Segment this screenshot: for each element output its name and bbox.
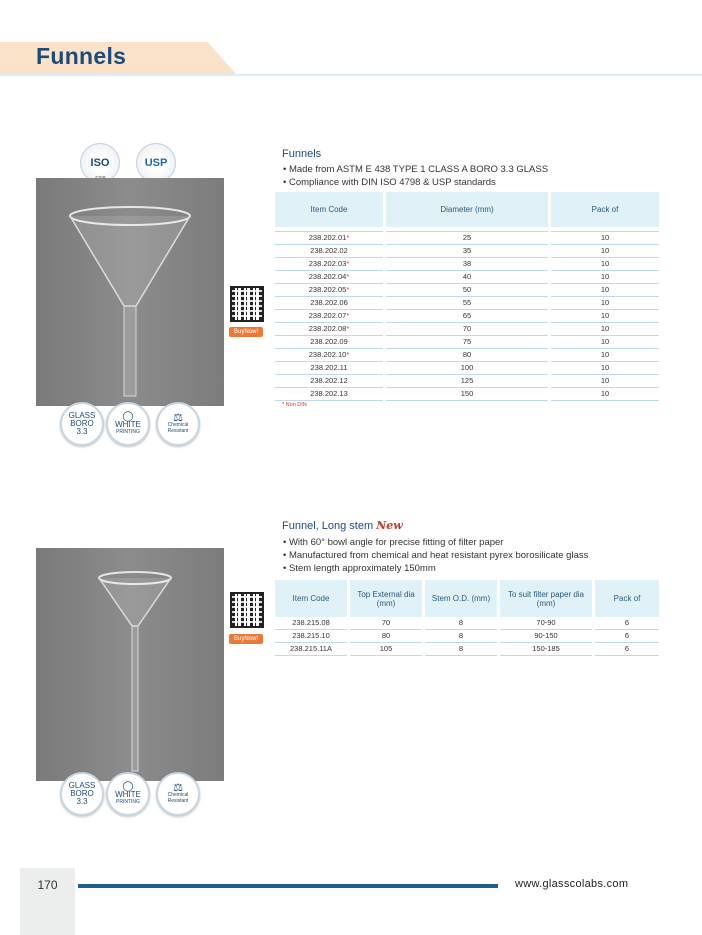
- item-code-cell: 238.202.01*: [274, 232, 385, 245]
- diameter-cell: 80: [385, 349, 550, 362]
- diameter-cell: 150: [385, 388, 550, 401]
- item-code-cell: 238.202.03*: [274, 258, 385, 271]
- page-title: Funnels: [36, 43, 127, 69]
- item-code-cell: 238.202.05*: [274, 284, 385, 297]
- pack-cell: 10: [550, 349, 661, 362]
- long-stem-spec-table: [272, 580, 662, 656]
- top-dia-cell: 80: [349, 630, 424, 643]
- stem-od-cell: 8: [424, 643, 499, 656]
- diameter-cell: 70: [385, 323, 550, 336]
- bullet-item: • Made from ASTM E 438 TYPE 1 CLASS A BORO 3.3 GLASS: [283, 163, 548, 176]
- glass-boro-feature-icon: GLASS BORO 3.3: [60, 772, 104, 816]
- table-row: [274, 362, 661, 375]
- item-code-cell: 238.215.10: [274, 630, 349, 643]
- item-code-cell: 238.202.11: [274, 362, 385, 375]
- item-code-cell: 238.202.08*: [274, 323, 385, 336]
- header-rule: [0, 74, 702, 76]
- white-printing-feature-icon: ◯ WHITE PRINTING: [106, 402, 150, 446]
- item-code-cell: 238.202.09: [274, 336, 385, 349]
- glass-boro-feature-icon: GLASS BORO 3.3: [60, 402, 104, 446]
- col-header-item-code: Item Code: [274, 192, 385, 227]
- col-header-diameter: Diameter (mm): [385, 192, 550, 227]
- item-code-cell: 238.202.07*: [274, 310, 385, 323]
- pack-cell: 10: [550, 323, 661, 336]
- col-header-pack: Pack of: [594, 580, 661, 617]
- item-code-cell: 238.202.12: [274, 375, 385, 388]
- chemical-resistant-feature-icon: ⚖ Chemical Resistant: [156, 772, 200, 816]
- col-header-filter-paper: To suit filter paper dia (mm): [499, 580, 594, 617]
- diameter-cell: 55: [385, 297, 550, 310]
- pack-cell: 10: [550, 284, 661, 297]
- pack-cell: 10: [550, 388, 661, 401]
- table-row: [274, 630, 661, 643]
- table-row: [274, 271, 661, 284]
- footer-website-link[interactable]: www.glasscolabs.com: [515, 878, 629, 890]
- pack-cell: 10: [550, 362, 661, 375]
- iso-badge-icon: ISO: [80, 143, 120, 183]
- item-code-cell: 238.215.11A: [274, 643, 349, 656]
- bullet-item: • Manufactured from chemical and heat resistant pyrex borosilicate glass: [283, 549, 588, 562]
- item-code-cell: 238.215.08: [274, 617, 349, 630]
- diameter-cell: 75: [385, 336, 550, 349]
- table-row: [274, 617, 661, 630]
- diameter-cell: 65: [385, 310, 550, 323]
- item-code-cell: 238.202.02: [274, 245, 385, 258]
- top-dia-cell: 105: [349, 643, 424, 656]
- diameter-cell: 38: [385, 258, 550, 271]
- table-row: [274, 258, 661, 271]
- diameter-cell: 35: [385, 245, 550, 258]
- stem-od-cell: 8: [424, 617, 499, 630]
- pack-cell: 10: [550, 375, 661, 388]
- funnel-illustration: [36, 178, 224, 406]
- bullet-item: • Stem length approximately 150mm: [283, 562, 588, 575]
- pack-cell: 6: [594, 617, 661, 630]
- pack-cell: 10: [550, 232, 661, 245]
- diameter-cell: 125: [385, 375, 550, 388]
- pack-cell: 10: [550, 336, 661, 349]
- qr-code-icon[interactable]: [230, 592, 264, 628]
- page-number: 170: [37, 878, 58, 892]
- funnel-product-photo: [36, 178, 224, 406]
- buy-now-button[interactable]: BuyNow!: [229, 327, 263, 337]
- section-title-long-stem: Funnel, Long stem New: [282, 519, 403, 532]
- section-title-funnels: Funnels: [282, 148, 322, 160]
- non-din-note: * Non DIN: [282, 402, 307, 408]
- stem-od-cell: 8: [424, 630, 499, 643]
- table-row: [274, 232, 661, 245]
- filter-paper-cell: 90-150: [499, 630, 594, 643]
- col-header-top-dia: Top External dia (mm): [349, 580, 424, 617]
- bullet-item: • Compliance with DIN ISO 4798 & USP standards: [283, 176, 548, 189]
- diameter-cell: 40: [385, 271, 550, 284]
- table-row: [274, 375, 661, 388]
- usp-badge-icon: USP: [136, 143, 176, 183]
- pack-cell: 10: [550, 258, 661, 271]
- item-code-cell: 238.202.13: [274, 388, 385, 401]
- spec-bullets: [283, 163, 548, 189]
- bullet-item: • With 60° bowl angle for precise fitting of filter paper: [283, 536, 588, 549]
- pack-cell: 10: [550, 271, 661, 284]
- qr-code-icon[interactable]: [230, 286, 264, 322]
- col-header-pack: Pack of: [550, 192, 661, 227]
- table-row: [274, 643, 661, 656]
- buy-now-button[interactable]: BuyNow!: [229, 634, 263, 644]
- footer-rule: [78, 884, 498, 888]
- table-row: [274, 336, 661, 349]
- item-code-cell: 238.202.10*: [274, 349, 385, 362]
- item-code-cell: 238.202.06: [274, 297, 385, 310]
- diameter-cell: 50: [385, 284, 550, 297]
- spec-bullets: [283, 536, 588, 575]
- long-stem-funnel-illustration: [36, 548, 224, 781]
- col-header-item-code: Item Code: [274, 580, 349, 617]
- filter-paper-cell: 150-185: [499, 643, 594, 656]
- filter-paper-cell: 70-90: [499, 617, 594, 630]
- long-stem-funnel-photo: [36, 548, 224, 781]
- table-row: [274, 388, 661, 401]
- table-row: [274, 284, 661, 297]
- table-row: [274, 245, 661, 258]
- pack-cell: 10: [550, 245, 661, 258]
- pack-cell: 6: [594, 643, 661, 656]
- pack-cell: 6: [594, 630, 661, 643]
- new-badge: New: [376, 519, 403, 532]
- table-row: [274, 349, 661, 362]
- chemical-resistant-feature-icon: ⚖ Chemical Resistant: [156, 402, 200, 446]
- white-printing-feature-icon: ◯ WHITE PRINTING: [106, 772, 150, 816]
- diameter-cell: 25: [385, 232, 550, 245]
- funnels-spec-table: [272, 192, 662, 401]
- table-row: [274, 310, 661, 323]
- table-row: [274, 323, 661, 336]
- col-header-stem-od: Stem O.D. (mm): [424, 580, 499, 617]
- pack-cell: 10: [550, 297, 661, 310]
- diameter-cell: 100: [385, 362, 550, 375]
- pack-cell: 10: [550, 310, 661, 323]
- top-dia-cell: 70: [349, 617, 424, 630]
- item-code-cell: 238.202.04*: [274, 271, 385, 284]
- table-row: [274, 297, 661, 310]
